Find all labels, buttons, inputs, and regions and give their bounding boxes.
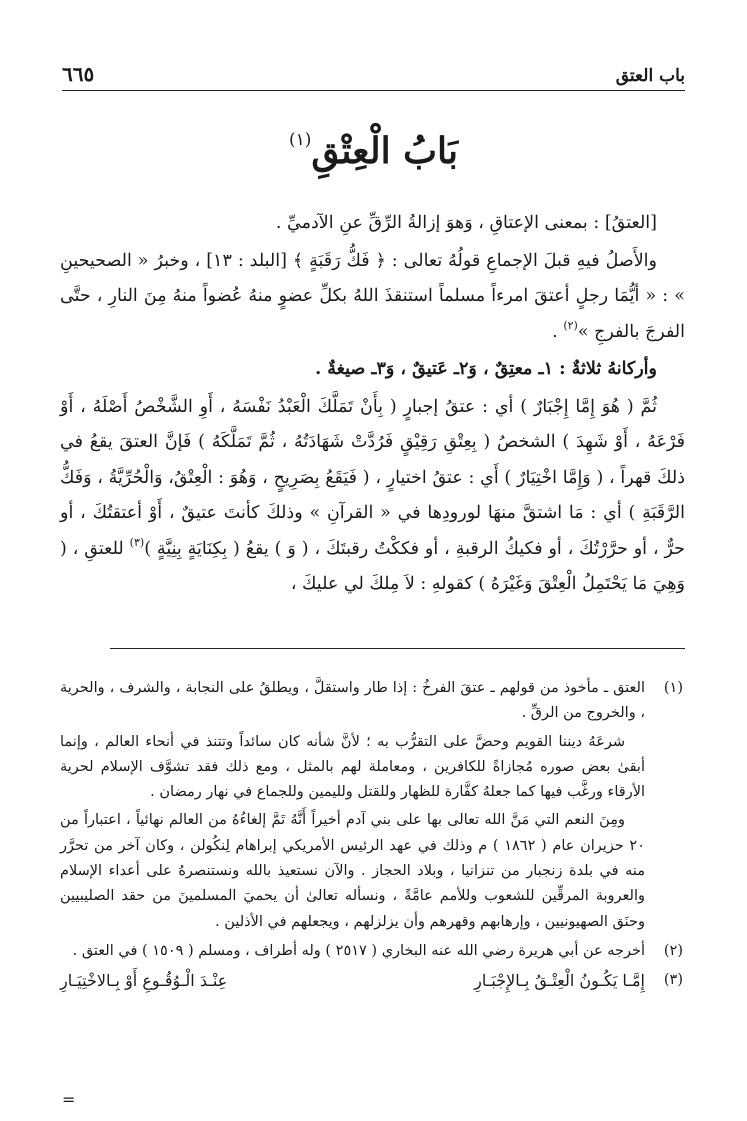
footnote-body (60, 939, 645, 964)
page-number: ٦٦٥ (62, 62, 95, 86)
verse-line (60, 968, 645, 993)
chapter-title-text: بَابُ الْعِتْقِ (311, 130, 459, 172)
types-text: ثُمَّ ( هُوَ إِمَّا إِجْبَارٌ ) أي : عتقُ إجبارٍ ( بِأَنْ تَمَلَّكَ الْعَبْدُ نَفْسَهُ ، أَوِ الشَّخْصُ أَصْلَهُ ، أَوْ فَرْعَهُ ، أَوْ شَهِدَ ) الشخصُ ( بِعِتْقِ رَقِيْقٍ فَرُدَّتْ شَهَادَتُهُ ، ثُمَّ تَمَلَّكَهُ ) فَإنَّ العتقَ يقعُ في ذلكَ قهراً ، ( وَإِمَّا اخْتِيَارٌ ) أَي : عتقُ اختيارٍ ، ( فَيَقَعُ بِصَرِيحٍ ، وَهُوَ : الْعِتْقُ، وَالْحُرِّيَّةُ ، وَفَكُّ الرَّقَبَةِ ) أي : مَا اشتقَّ منهَا لورودِها في « القرآنِ » وذلكَ كأنتَ عتيقٌ ، أَوْ أعتقتُكَ ، أو حرٌّ ، أو حرَّرْتُكَ ، أو فكيكُ الرقبةِ ، أو فككْتُ رقبتَكَ ، ( وَ ) يقعُ ( بِكِنَايَةٍ بِنِيَّةٍ ) (60, 396, 685, 559)
types-paragraph (60, 390, 685, 603)
page-header (62, 58, 685, 91)
footnote-paragraph: شرعَهُ ديننا القويم وحضَّ على التقرُّب به ؛ لأنَّ شأنه كان سائداً وتتنذ في أنحاء العالم ، وإنما أبقىٰ بعض صوره مُجازاةً للكافرين ، ومعاملة لهم بالمثل ، ومع ذلك فقد تشوَّف الإسلام لحرية الأرقاء ورغَّب فيها كما جعلهُ كفَّارة للظهار وللقتل ولليمين وللجماع في نهار رمضان . (60, 733, 645, 801)
evidence-paragraph (60, 244, 685, 351)
footnote-number: (١) (663, 680, 683, 696)
chapter-title (0, 130, 747, 172)
main-text (60, 206, 685, 603)
verse-hemistich-second: عِنْـدَ الْـوُقُـوعِ أَوْ بِـالاخْتِيَـارِ (60, 971, 228, 991)
footnote-number: (٢) (663, 942, 683, 959)
footnote-3 (60, 968, 683, 993)
footnote-paragraph: العتق ـ مأخوذ من قولهم ـ عتقَ الفرخُ : إذا طار واستقلَّ ، ويطلقُ على النجابة ، والشرف ، والحرية ، والخروج من الرقِّ . (60, 680, 645, 722)
footnote-ref-2: (٢) (563, 318, 578, 332)
pillars-paragraph: وأركانهُ ثلاثةٌ : ١ـ معتِقٌ ، وَ٢ـ عَتيقٌ ، وَ٣ـ صيغةٌ . (315, 359, 657, 379)
evidence-text: والأَصلُ فيهِ قبلَ الإجماعِ قولُهُ تعالى : ﴿ فَكُّ رَقَبَةٍ ﴾ [البلد : ١٣] ، وخبرُ « الصحيحينِ » : « أيُّمَا رجلٍ أعتقَ امرءاً مسلماً استنقذَ اللهُ بكلِّ عضوٍ منهُ عُضواً منهُ مِنَ النارِ ، حتَّى الفرجَ بالفرجِ » (60, 250, 685, 342)
running-head: باب العتق (615, 66, 685, 86)
verse-hemistich-first: إِمَّـا يَكُـونُ الْعِتْـقُ بِـالإِجْبَـارِ (474, 971, 645, 991)
footnote-paragraph: أخرجه عن أبي هريرة رضي الله عنه البخاري ( ٢٥١٧ ) وله أطراف ، ومسلم ( ١٥٠٩ ) في العتق . (72, 942, 645, 959)
footnote-2 (60, 939, 683, 964)
footnote-body (60, 968, 645, 993)
footnote-number: (٣) (663, 972, 683, 989)
continuation-mark: = (62, 1090, 76, 1109)
evidence-end: . (552, 321, 564, 342)
footnote-body (60, 676, 645, 935)
definition-paragraph: [العتقُ] : بمعنى الإعتاقِ ، وَهوَ إزالةُ الرِّقِّ عنِ الآدميِّ . (275, 213, 657, 233)
footnote-divider (110, 648, 685, 649)
footnote-ref-3: (٣) (129, 535, 145, 549)
footnote-1 (60, 676, 683, 935)
types-end: للعتقِ ، ( وَهِيَ مَا يَحْتَمِلُ الْعِتْقَ وَغَيْرَهُ ) كقولهِ : لاَ مِلكَ لي عليكَ ، (60, 538, 685, 594)
chapter-footnote-ref: (١) (288, 130, 312, 150)
footnotes (60, 676, 683, 998)
footnote-paragraph: ومِنَ النعم التي مَنَّ الله تعالى بها على بني آدم أخيراً أَنَّهُ تَمَّ إلغاءُهُ من العالم نهائياً ، اعتباراً من ٢٠ حزيران عام ( ١٨٦٢ ) م وذلك في عهد الرئيس الأمريكي إبراهام لِنكُولن ، وكان آخر من تحرَّر منه في بلدة زنجبار من تنزانيا ، وبلاد الحجاز . والآن نستعيذ بالله ونستنصرهُ على أعداء الإسلام والعروبة المرقِّين للشعوب وللأمم عامَّةً ، ونسأله تعالىٰ أن يحميَ المسلمينَ من حقد الصليبيين وحنَق الصهيونيين ، وإرهابهم وقهرهم وأن يزلزلهم ، ويجعلهم في الأذلين . (60, 812, 645, 930)
